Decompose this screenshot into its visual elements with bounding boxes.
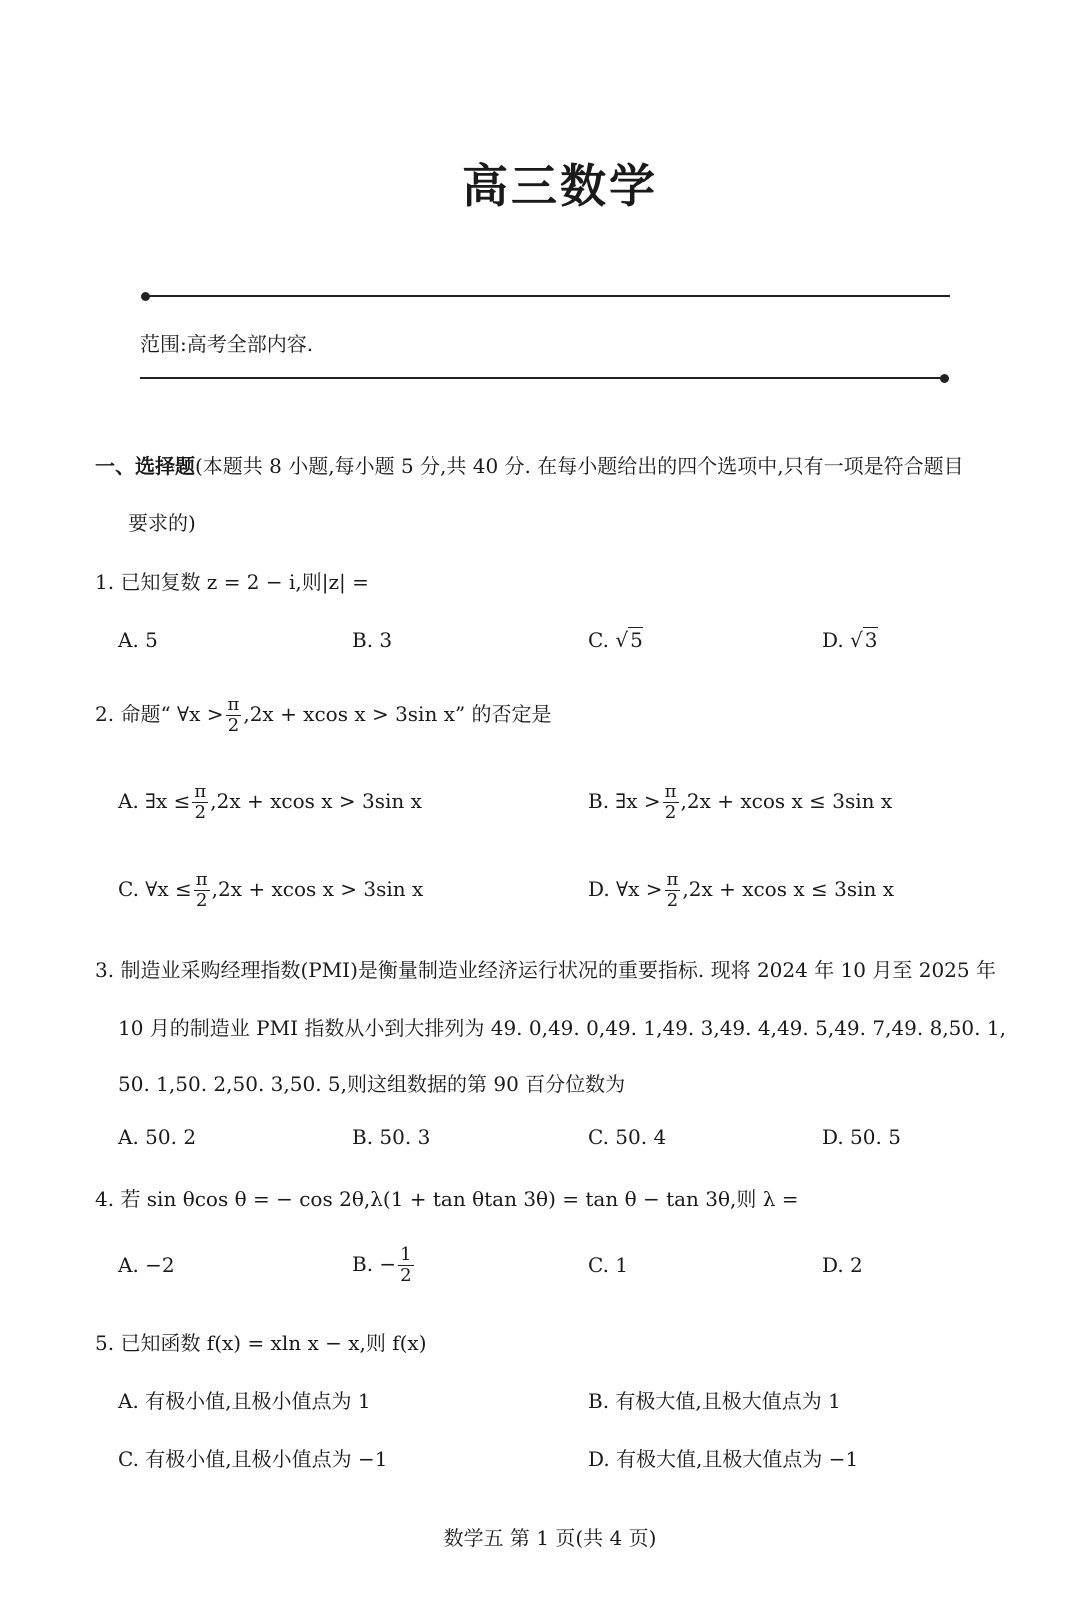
question-3-stem-line2: 10 月的制造业 PMI 指数从小到大排列为 49. 0,49. 0,49. 1,49. 3,49. 4,49. 5,49. 7,49. 8,50. 1, [118,1016,1006,1040]
question-4-option-d[interactable]: D. 2 [822,1253,863,1277]
question-1-option-d[interactable]: D. √ 3 [822,628,878,652]
question-1-option-c[interactable]: C. √ 5 [588,628,643,652]
fraction: $\frac{\pi}{2}$ [227,694,240,736]
question-3-option-c[interactable]: C. 50. 4 [588,1125,667,1149]
question-3-option-a[interactable]: A. 50. 2 [118,1125,197,1149]
question-5-option-d[interactable]: D. 有极大值,且极大值点为 −1 [588,1447,859,1471]
question-5-option-b[interactable]: B. 有极大值,且极大值点为 1 [588,1389,841,1413]
question-3-option-b[interactable]: B. 50. 3 [352,1125,431,1149]
question-1-stem: 1. 已知复数 z = 2 − i,则|z| = [95,570,369,594]
fraction: $\frac{\pi}{2}$ [666,869,679,911]
question-4-option-c[interactable]: C. 1 [588,1253,629,1277]
question-2-option-a[interactable]: A. ∃x ≤ $\frac{\pi}{2}$ ,2x + xcos x > 3sin x [118,781,422,823]
top-divider [145,295,950,297]
question-3-option-d[interactable]: D. 50. 5 [822,1125,901,1149]
question-2-option-d[interactable]: D. ∀x > $\frac{\pi}{2}$ ,2x + xcos x ≤ 3sin x [588,869,894,911]
fraction: $\frac{1}{2}$ [400,1244,412,1286]
page-title: 高三数学 [462,159,658,213]
question-5-option-a[interactable]: A. 有极小值,且极小值点为 1 [118,1389,371,1413]
bottom-divider [140,377,945,379]
page-footer: 数学五 第 1 页(共 4 页) [443,1526,657,1550]
section-instructions-cont: 要求的) [128,511,196,535]
question-4-option-a[interactable]: A. −2 [118,1253,175,1277]
question-2-option-b[interactable]: B. ∃x > $\frac{\pi}{2}$ ,2x + xcos x ≤ 3sin x [588,781,893,823]
question-3-stem-line1: 3. 制造业采购经理指数(PMI)是衡量制造业经济运行状况的重要指标. 现将 2024 年 10 月至 2025 年 [95,958,996,982]
question-1-option-a[interactable]: A. 5 [118,628,158,652]
fraction: $\frac{\pi}{2}$ [664,781,677,823]
fraction: $\frac{\pi}{2}$ [195,869,208,911]
sqrt-radicand: 5 [630,628,643,652]
sqrt-radicand: 3 [864,628,878,652]
question-3-stem-line3: 50. 1,50. 2,50. 3,50. 5,则这组数据的第 90 百分位数为 [118,1072,626,1096]
section-heading [95,450,964,479]
question-4-option-b[interactable]: B. − $\frac{1}{2}$ [352,1244,412,1286]
question-5-option-c[interactable]: C. 有极小值,且极小值点为 −1 [118,1447,388,1471]
rule-dot-right [940,374,949,383]
question-1-option-b[interactable]: B. 3 [352,628,393,652]
scope-text: 范围:高考全部内容. [140,332,314,356]
question-5-stem: 5. 已知函数 f(x) = xln x − x,则 f(x) [95,1331,427,1355]
fraction: $\frac{\pi}{2}$ [194,781,207,823]
section-title: 一、选择题 [95,454,195,478]
question-4-stem: 4. 若 sin θcos θ = − cos 2θ,λ(1 + tan θtan 3θ) = tan θ − tan 3θ,则 λ = [95,1187,799,1211]
section-instructions: (本题共 8 小题,每小题 5 分,共 40 分. 在每小题给出的四个选项中,只有一项是符合题目 [195,454,964,478]
question-2-option-c[interactable]: C. ∀x ≤ $\frac{\pi}{2}$ ,2x + xcos x > 3sin x [118,869,424,911]
question-2-stem: 2. 命题“ ∀x > $\frac{\pi}{2}$ ,2x + xcos x > 3sin x” 的否定是 [95,694,552,736]
